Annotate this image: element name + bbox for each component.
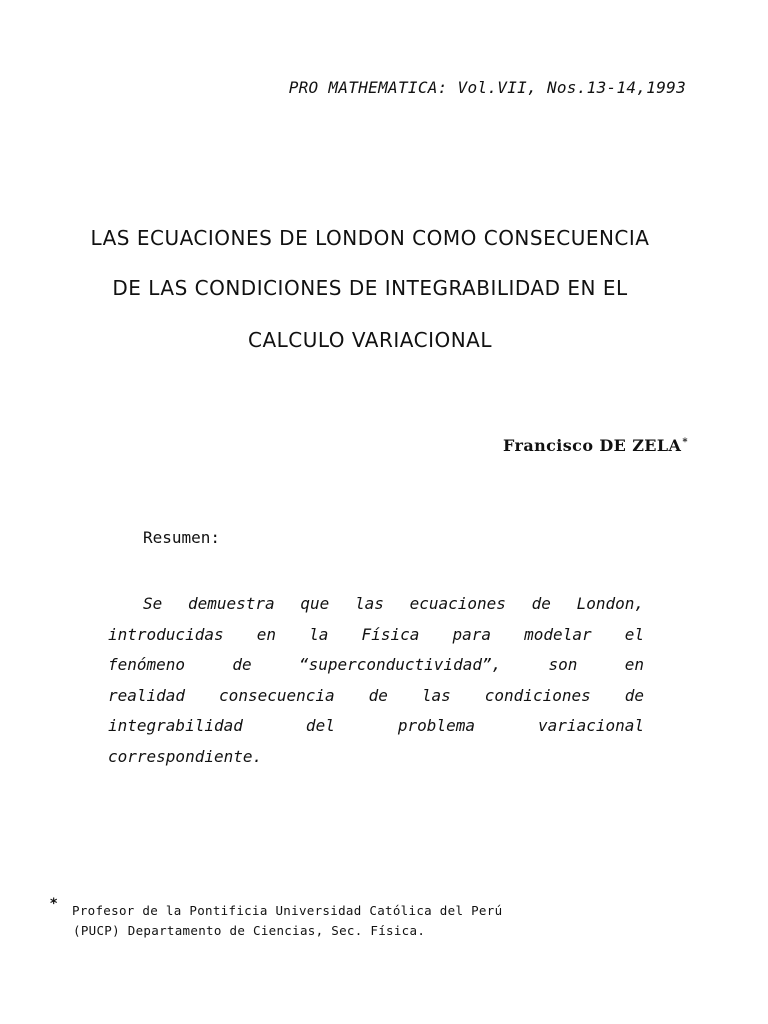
- abstract-line: Se demuestra que las ecuaciones de London,: [143, 594, 644, 613]
- footnote: [72, 901, 502, 941]
- author: [503, 436, 688, 455]
- footnote-line-2: (PUCP) Departamento de Ciencias, Sec. Física.: [73, 923, 426, 938]
- abstract-line: introducidas en la Física para modelar el: [108, 624, 644, 644]
- title-line-2: DE LAS CONDICIONES DE INTEGRABILIDAD EN EL: [112, 276, 628, 300]
- author-name: Francisco DE ZELA: [503, 436, 682, 455]
- abstract-body: [108, 589, 644, 772]
- abstract-line: correspondiente.: [108, 746, 263, 766]
- journal-header: PRO MATHEMATICA: Vol.VII, Nos.13-14,1993: [288, 78, 686, 97]
- footnote-line-1: Profesor de la Pontificia Universidad Católica del Perú: [72, 903, 503, 918]
- abstract-heading: Resumen:: [143, 528, 221, 547]
- title-line-3: CALCULO VARIACIONAL: [247, 328, 493, 352]
- title-line-1: LAS ECUACIONES DE LONDON COMO CONSECUENCIA: [90, 226, 650, 250]
- abstract-line: realidad consecuencia de las condiciones de: [108, 685, 644, 705]
- footnote-mark: *: [50, 896, 58, 912]
- abstract-line: fenómeno de “superconductividad”, son en: [108, 655, 644, 674]
- author-footnote-mark: *: [682, 437, 688, 448]
- abstract-line: integrabilidad del problema variacional: [108, 716, 644, 735]
